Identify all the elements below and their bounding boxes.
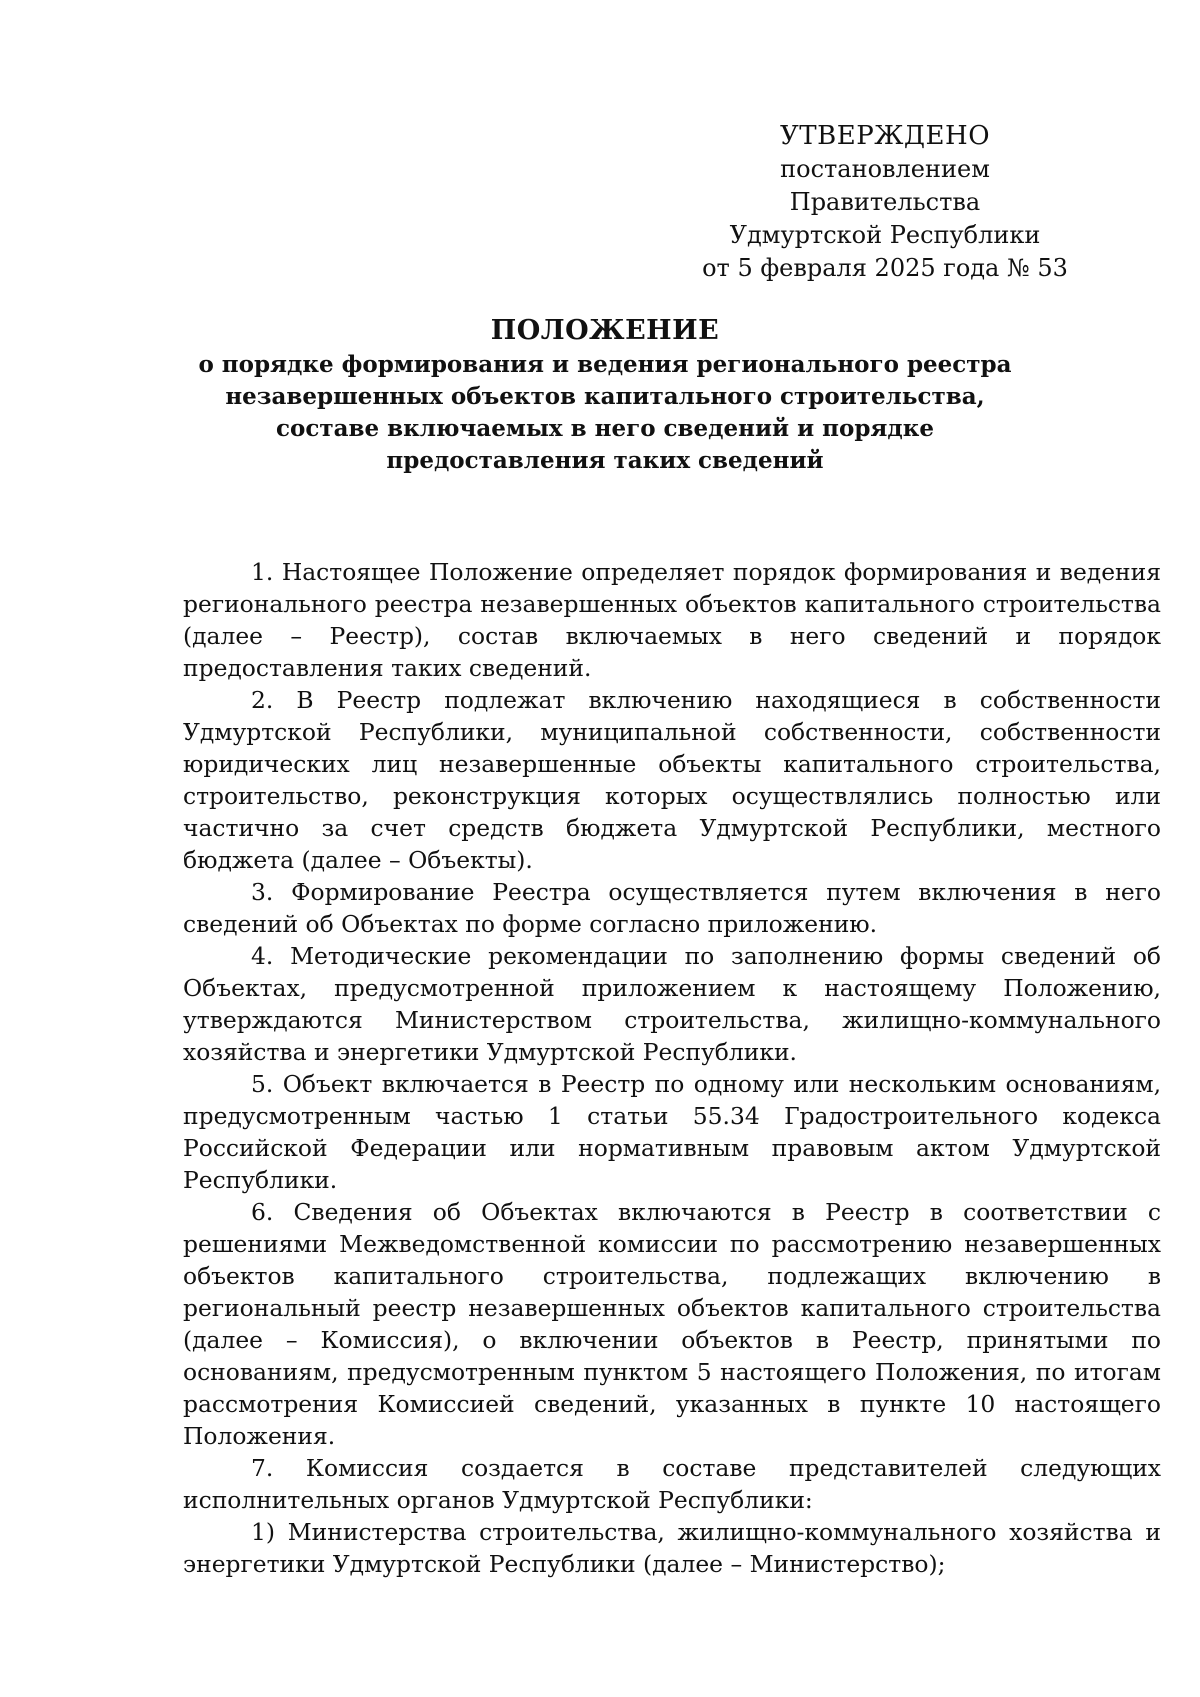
paragraph-7: 7. Комиссия создается в составе представителей следующих исполнительных органов Удмуртской Республики:: [183, 1454, 1161, 1514]
approval-region-line: Удмуртской Республики: [729, 221, 1041, 249]
paragraph-5: 5. Объект включается в Реестр по одному или нескольким основаниям, предусмотренным частью 1 статьи 55.34 Градостроительного кодекса Российской Федерации или нормативным правовым актом Удмуртской Республики.: [183, 1070, 1161, 1194]
approval-date-line: от 5 февраля 2025 года № 53: [702, 254, 1068, 282]
paragraph-3: 3. Формирование Реестра осуществляется путем включения в него сведений об Объектах по форме согласно приложению.: [183, 878, 1161, 938]
paragraph-2: 2. В Реестр подлежат включению находящиеся в собственности Удмуртской Республики, муниципальной собственности, собственности юридических лиц незавершенные объекты капитального строительства, строительство, реконструкция которых осуществлялись полностью или частично за счет средств бюджета Удмуртской Республики, местного бюджета (далее – Объекты).: [183, 686, 1161, 874]
document-title: ПОЛОЖЕНИЕ: [490, 315, 720, 346]
paragraph-1: 1. Настоящее Положение определяет порядок формирования и ведения регионального реестра незавершенных объектов капитального строительства (далее – Реестр), состав включаемых в него сведений и порядок предоставления таких сведений.: [183, 558, 1161, 682]
approved-label: УТВЕРЖДЕНО: [779, 121, 991, 151]
paragraph-4: 4. Методические рекомендации по заполнению формы сведений об Объектах, предусмотренной приложением к настоящему Положению, утверждаются Министерством строительства, жилищно-коммунального хозяйства и энергетики Удмуртской Республики.: [183, 942, 1161, 1066]
document-title-block: [180, 313, 1030, 477]
document-subtitle: о порядке формирования и ведения регионального реестра незавершенных объектов капитального строительства, составе включаемых в него сведений и порядке предоставления таких сведений: [198, 351, 1012, 474]
paragraph-7-item-1: 1) Министерства строительства, жилищно-коммунального хозяйства и энергетики Удмуртской Республики (далее – Министерство);: [183, 1518, 1161, 1578]
paragraph-6: 6. Сведения об Объектах включаются в Реестр в соответствии с решениями Межведомственной комиссии по рассмотрению незавершенных объектов капитального строительства, подлежащих включению в региональный реестр незавершенных объектов капитального строительства (далее – Комиссия), о включении объектов в Реестр, принятыми по основаниям, предусмотренным пунктом 5 настоящего Положения, по итогам рассмотрения Комиссией сведений, указанных в пункте 10 настоящего Положения.: [183, 1198, 1161, 1450]
approval-stamp: [690, 120, 1080, 285]
approval-issuer-line: постановлением Правительства: [780, 155, 990, 216]
document-body: [183, 556, 1161, 1580]
